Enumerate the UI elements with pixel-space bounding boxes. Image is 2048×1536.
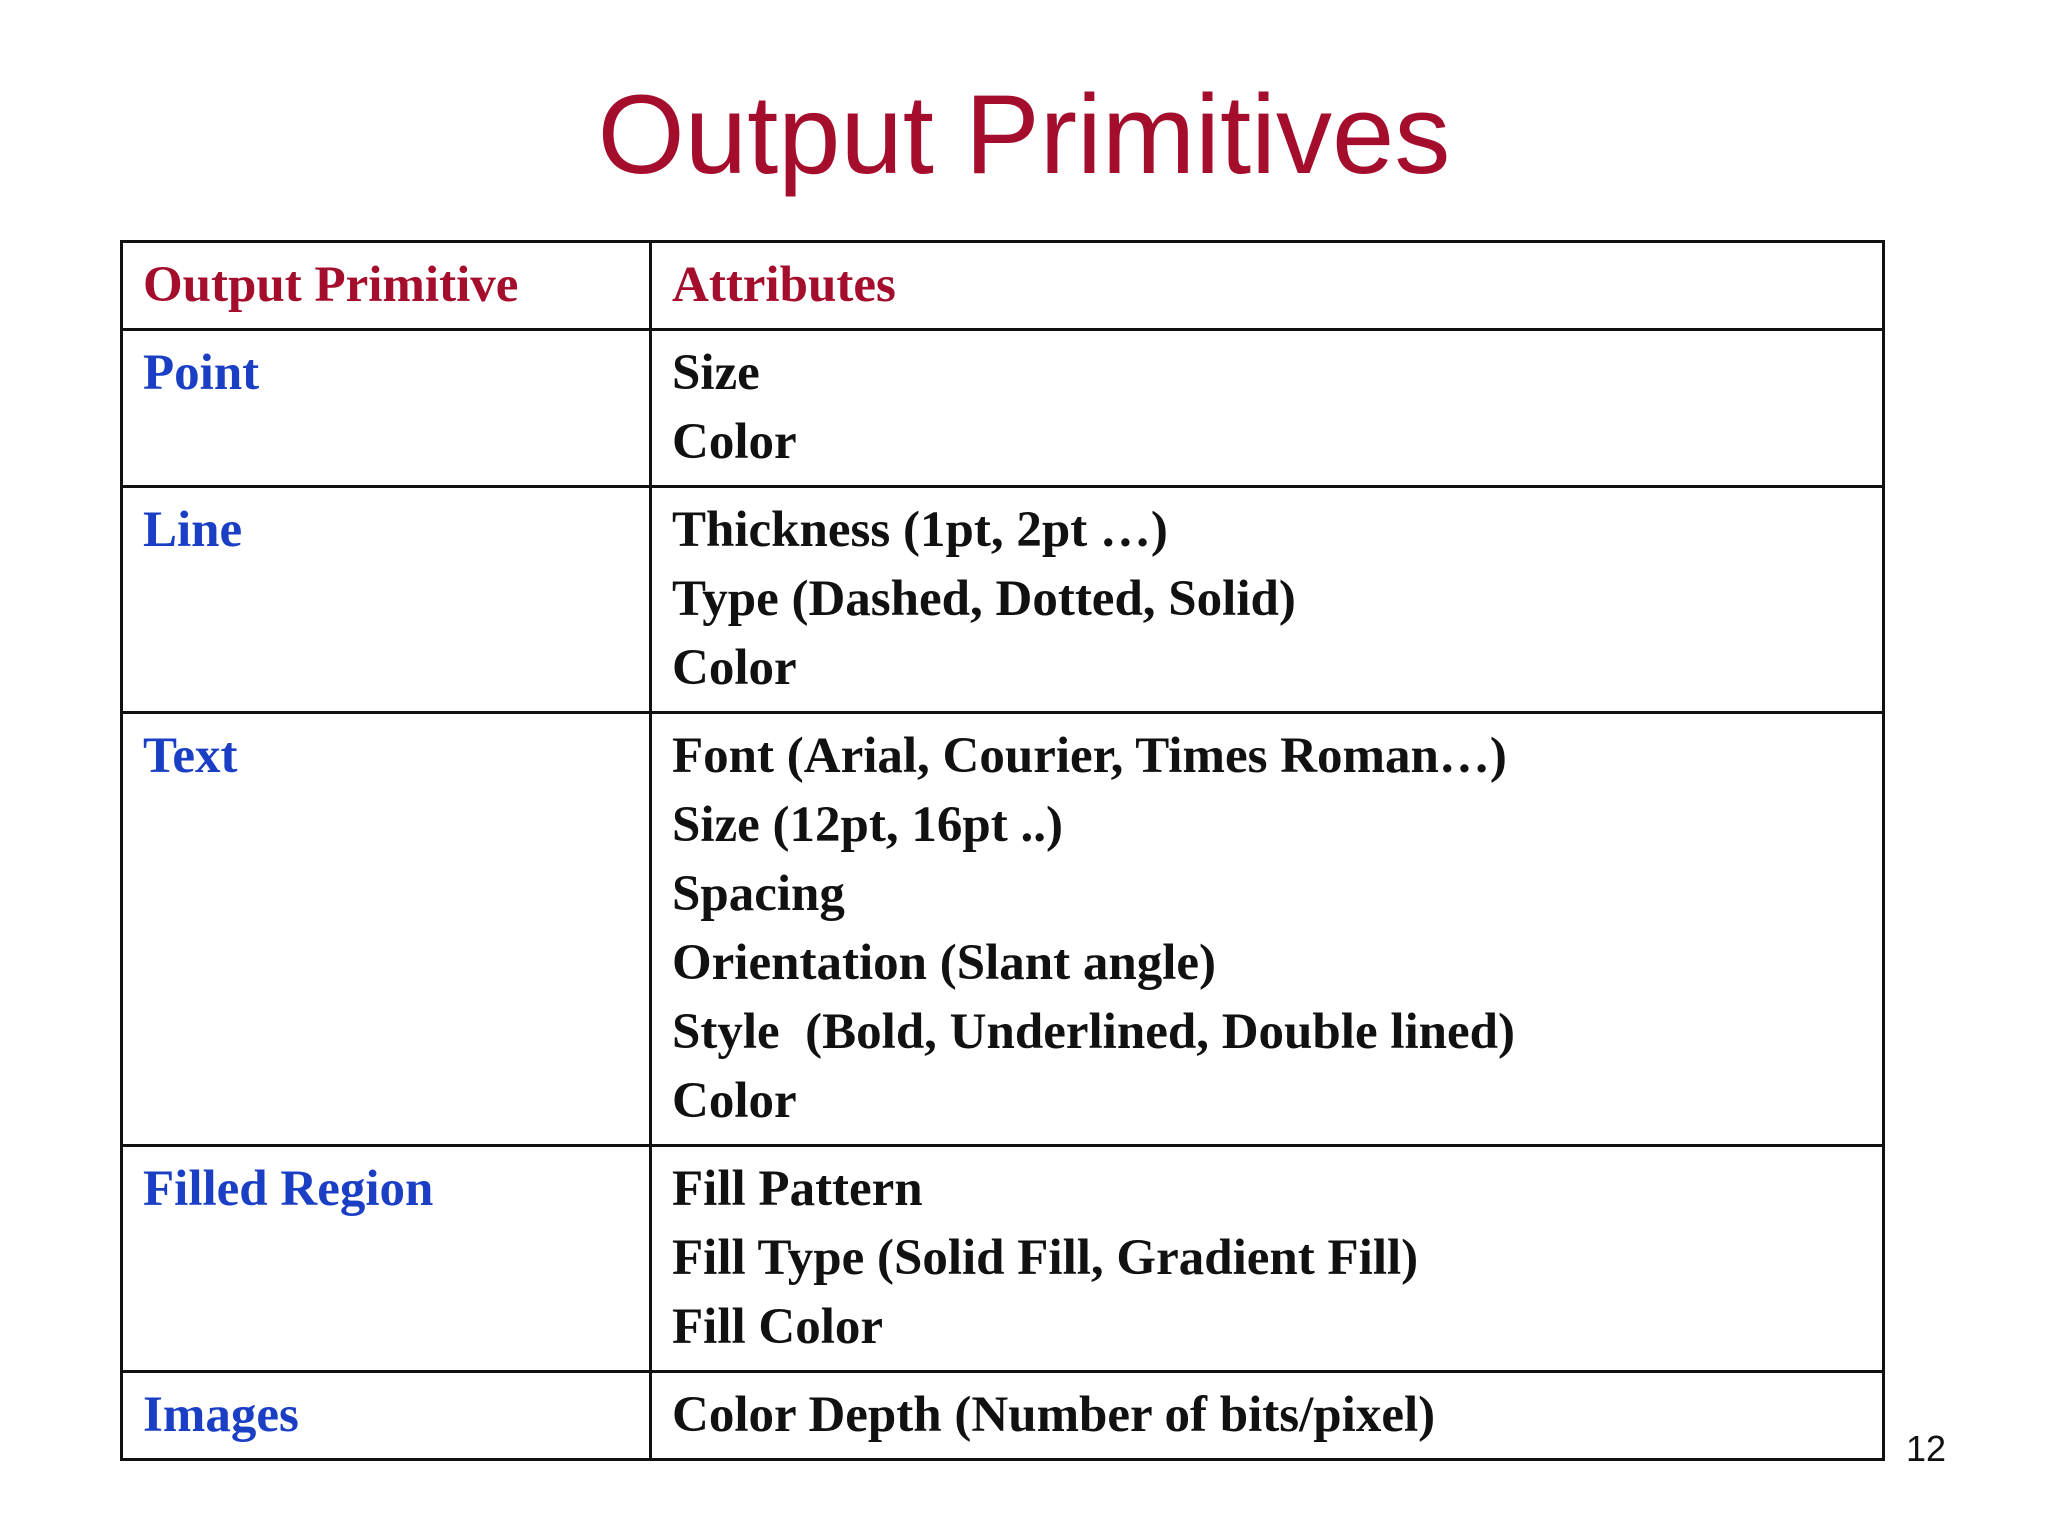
- attribute-item: Thickness (1pt, 2pt …): [672, 502, 1168, 558]
- attribute-item: Font (Arial, Courier, Times Roman…): [672, 728, 1507, 784]
- header-output-primitive: Output Primitive: [122, 242, 651, 330]
- table-row: [122, 487, 1884, 713]
- attributes-cell: [651, 487, 1884, 713]
- table-row: [122, 330, 1884, 487]
- table-row: [122, 1146, 1884, 1372]
- slide-title: Output Primitives: [597, 72, 1451, 197]
- attribute-item: Size (12pt, 16pt ..): [672, 797, 1063, 853]
- header-attributes: Attributes: [651, 242, 1884, 330]
- attribute-item: Color: [672, 414, 797, 470]
- attributes-cell: [651, 330, 1884, 487]
- attribute-item: Style (Bold, Underlined, Double lined): [672, 1004, 1516, 1060]
- page-number: 12: [1906, 1428, 1947, 1469]
- table-header-row: [122, 242, 1884, 330]
- attribute-item: Type (Dashed, Dotted, Solid): [672, 571, 1296, 627]
- attribute-item: Fill Pattern: [672, 1161, 923, 1217]
- primitives-table: [120, 240, 1885, 1461]
- primitive-name: Images: [122, 1372, 651, 1460]
- attribute-item: Size: [672, 345, 760, 401]
- table-row: [122, 713, 1884, 1146]
- attribute-item: Fill Type (Solid Fill, Gradient Fill): [672, 1230, 1419, 1286]
- attribute-item: Color Depth (Number of bits/pixel): [672, 1387, 1436, 1443]
- attribute-item: Color: [672, 640, 797, 696]
- attribute-item: Fill Color: [672, 1299, 884, 1355]
- attribute-item: Orientation (Slant angle): [672, 935, 1216, 991]
- table-row: [122, 1372, 1884, 1460]
- attributes-cell: [651, 1372, 1884, 1460]
- primitive-name: Filled Region: [122, 1146, 651, 1372]
- attributes-cell: [651, 713, 1884, 1146]
- primitive-name: Text: [122, 713, 651, 1146]
- primitive-name: Line: [122, 487, 651, 713]
- primitive-name: Point: [122, 330, 651, 487]
- attribute-item: Spacing: [672, 866, 845, 922]
- attributes-cell: [651, 1146, 1884, 1372]
- attribute-item: Color: [672, 1073, 797, 1129]
